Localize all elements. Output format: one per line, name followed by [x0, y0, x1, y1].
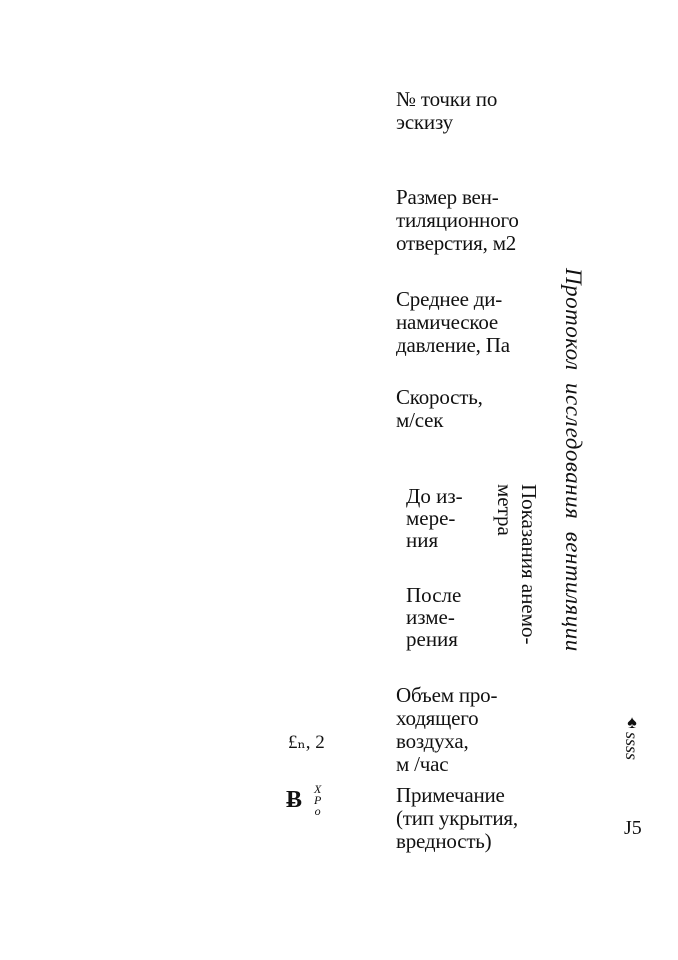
margin-fragment-left-top: £ₙ, 2 — [288, 732, 325, 753]
column-header-speed: Скорость, м/сек — [396, 385, 483, 432]
document-title: Протокол исследования вентиляции — [561, 268, 586, 652]
margin-fragment-left-bottom: Ƀ — [286, 787, 303, 813]
column-header-point-number: № точки по эскизу — [396, 87, 498, 134]
column-header-after-measurement: После изме- рения — [406, 583, 462, 651]
column-header-opening-size: Размер вен- тиляционного отверстия, м2 — [396, 185, 519, 255]
anemometer-group-label: Показания анемо- метра — [493, 484, 541, 645]
margin-fragment-right-top: ♠ssss — [622, 712, 642, 761]
column-header-dynamic-pressure: Среднее ди- намическое давление, Па — [396, 287, 510, 357]
column-header-air-volume: Объем про- ходящего воздуха, м /час — [396, 683, 498, 776]
column-header-before-measurement: До из- мере- ния — [406, 484, 463, 552]
page-number: J5 — [624, 817, 642, 839]
column-header-note: Примечание (тип укрытия, вредность) — [396, 783, 518, 853]
margin-fragment-left-bottom-small: X P o — [314, 782, 322, 818]
